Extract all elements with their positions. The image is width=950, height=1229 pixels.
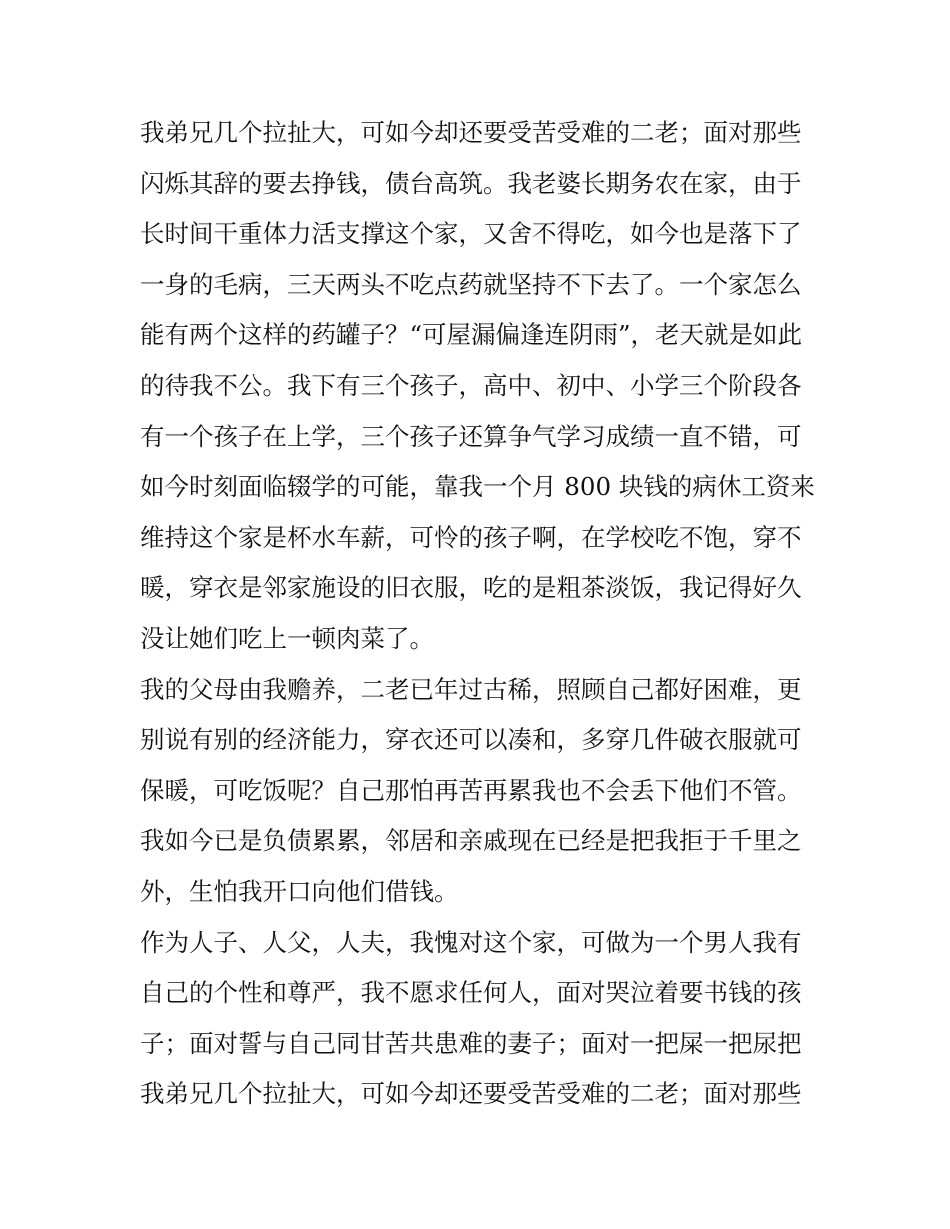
text-line: 能有两个这样的药罐子？“可屋漏偏逢连阴雨”，老天就是如此: [140, 320, 803, 350]
text-line: 有一个孩子在上学，三个孩子还算争气学习成绩一直不错，可: [140, 421, 802, 451]
text-line: 如今时刻面临辍学的可能，靠我一个月 800 块钱的病休工资来: [140, 472, 815, 502]
text-line: 外，生怕我开口向他们借钱。: [140, 876, 459, 906]
text-line: 我如今已是负债累累，邻居和亲戚现在已经是把我拒于千里之: [140, 826, 802, 856]
text-line: 我的父母由我赡养，二老已年过古稀，照顾自己都好困难，更: [140, 674, 802, 704]
text-line: 维持这个家是杯水车薪，可怜的孩子啊，在学校吃不饱，穿不: [140, 522, 802, 552]
text-line: 我弟兄几个拉扯大，可如今却还要受苦受难的二老；面对那些: [140, 118, 802, 147]
text-line: 作为人子、人父，人夫，我愧对这个家，可做为一个男人我有: [140, 927, 802, 957]
text-line: 的待我不公。我下有三个孩子，高中、初中、小学三个阶段各: [140, 370, 802, 400]
text-line: 保暖，可吃饭呢？自己那怕再苦再累我也不会丢下他们不管。: [140, 775, 802, 805]
text-line: 没让她们吃上一顿肉菜了。: [140, 623, 434, 653]
body-text: [140, 108, 830, 1120]
text-line: 长时间干重体力活支撑这个家，又舍不得吃，如今也是落下了: [140, 219, 802, 249]
text-line: 暖，穿衣是邻家施设的旧衣服，吃的是粗茶淡饭，我记得好久: [140, 573, 802, 603]
text-line: 一身的毛病，三天两头不吃点药就坚持不下去了。一个家怎么: [140, 269, 802, 299]
text-line: 闪烁其辞的要去挣钱，债台高筑。我老婆长期务农在家，由于: [140, 168, 802, 198]
text-line: 别说有别的经济能力，穿衣还可以凑和，多穿几件破衣服就可: [140, 725, 802, 755]
text-line: 自己的个性和尊严，我不愿求任何人，面对哭泣着要书钱的孩: [140, 978, 802, 1008]
text-line: 子；面对誓与自己同甘苦共患难的妻子；面对一把屎一把尿把: [140, 1028, 802, 1058]
text-line: 我弟兄几个拉扯大，可如今却还要受苦受难的二老；面对那些: [140, 1079, 802, 1109]
